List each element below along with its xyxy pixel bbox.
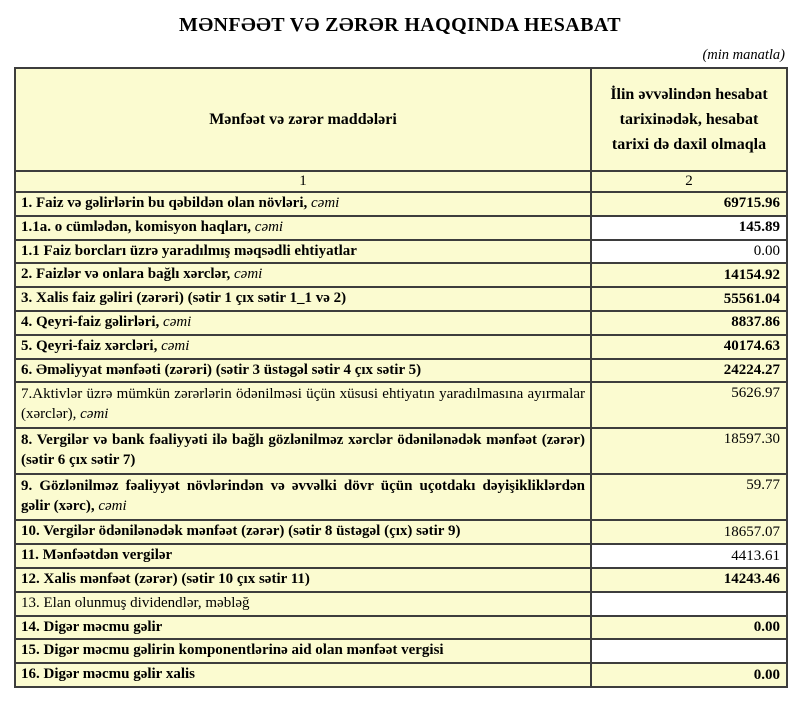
row-value: 55561.04 (591, 287, 787, 311)
row-label: 14. Digər məcmu gəlir (15, 616, 591, 640)
row-label-italic-suffix: cəmi (311, 195, 340, 211)
row-value (591, 639, 787, 663)
row-value: 8837.86 (591, 311, 787, 335)
row-value: 59.77 (591, 474, 787, 520)
row-value: 145.89 (591, 216, 787, 240)
row-label: 16. Digər məcmu gəlir xalis (15, 663, 591, 687)
table-header-row (15, 68, 787, 171)
table-row (15, 240, 787, 264)
row-label: 15. Digər məcmu gəlirin komponentlərinə aid olan mənfəət vergisi (15, 639, 591, 663)
items-column-number: 1 (15, 171, 591, 192)
row-label: 9. Gözlənilməz fəaliyyət növlərindən və əvvəlki dövr üçün uçotdakı dəyişikliklərdən gəlir (xərc), cəmi (15, 474, 591, 520)
row-label: 7.Aktivlər üzrə mümkün zərərlərin ödənilməsi üçün xüsusi ehtiyatın yaradılmasına ayırmalar (xərclər), cəmi (15, 382, 591, 428)
row-value: 14154.92 (591, 263, 787, 287)
table-row (15, 263, 787, 287)
row-value: 14243.46 (591, 568, 787, 592)
row-label-italic-suffix: cəmi (98, 498, 127, 515)
page-title: MƏNFƏƏT VƏ ZƏRƏR HAQQINDA HESABAT (179, 14, 621, 36)
value-column-number: 2 (591, 171, 787, 192)
row-value: 0.00 (591, 616, 787, 640)
row-value: 18657.07 (591, 520, 787, 544)
row-label-italic-suffix: cəmi (254, 218, 284, 235)
table-row (15, 216, 787, 240)
table-row (15, 311, 787, 335)
row-value: 0.00 (591, 663, 787, 687)
row-label: 6. Əməliyyat mənfəəti (zərəri) (sətir 3 üstəgəl sətir 4 çıx sətir 5) (15, 359, 591, 383)
value-column-header: İlin əvvəlindən hesabat tarixinədək, hesabat tarixi də daxil olmaqla (591, 68, 787, 171)
row-label-italic-suffix: cəmi (163, 313, 192, 330)
table-row (15, 382, 787, 428)
table-row (15, 568, 787, 592)
row-value: 18597.30 (591, 428, 787, 474)
row-label: 3. Xalis faiz gəliri (zərəri) (sətir 1 çıx sətir 1_1 və 2) (15, 287, 591, 311)
row-value: 69715.96 (591, 192, 787, 216)
row-label: 11. Mənfəətdən vergilər (15, 544, 591, 568)
items-column-header: Mənfəət və zərər maddələri (15, 68, 591, 171)
table-row (15, 616, 787, 640)
table-row (15, 359, 787, 383)
table-row (15, 639, 787, 663)
row-label: 13. Elan olunmuş dividendlər, məbləğ (15, 592, 591, 616)
table-row (15, 544, 787, 568)
row-label-italic-suffix: cəmi (80, 406, 109, 423)
row-label: 1.1 Faiz borcları üzrə yaradılmış məqsədli ehtiyatlar (15, 240, 591, 264)
table-row (15, 192, 787, 216)
row-label: 1. Faiz və gəlirlərin bu qəbildən olan növləri, cəmi (15, 192, 591, 216)
report-table-body (15, 192, 787, 687)
row-label: 12. Xalis mənfəət (zərər) (sətir 10 çıx sətir 11) (15, 568, 591, 592)
table-row (15, 474, 787, 520)
table-row (15, 287, 787, 311)
unit-note: (min manatla) (702, 47, 785, 63)
table-row (15, 592, 787, 616)
row-label-italic-suffix: cəmi (234, 266, 263, 283)
row-value: 4413.61 (591, 544, 787, 568)
row-label: 4. Qeyri-faiz gəlirləri, cəmi (15, 311, 591, 335)
profit-loss-table (14, 67, 788, 688)
table-row (15, 520, 787, 544)
row-value: 24224.27 (591, 359, 787, 383)
column-number-row (15, 171, 787, 192)
row-value: 0.00 (591, 240, 787, 264)
table-row (15, 663, 787, 687)
row-label: 5. Qeyri-faiz xərcləri, cəmi (15, 335, 591, 359)
row-label: 10. Vergilər ödənilənədək mənfəət (zərər) (sətir 8 üstəgəl (çıx) sətir 9) (15, 520, 591, 544)
row-label: 2. Faizlər və onlara bağlı xərclər, cəmi (15, 263, 591, 287)
row-value: 5626.97 (591, 382, 787, 428)
row-value: 40174.63 (591, 335, 787, 359)
table-row (15, 428, 787, 474)
row-label: 8. Vergilər və bank fəaliyyəti ilə bağlı gözlənilməz xərclər ödənilənədək mənfəət (zərər) (sətir 6 çıx sətir 7) (15, 428, 591, 474)
row-value (591, 592, 787, 616)
row-label-italic-suffix: cəmi (161, 337, 190, 354)
table-row (15, 335, 787, 359)
row-label: 1.1a. o cümlədən, komisyon haqları, cəmi (15, 216, 591, 240)
